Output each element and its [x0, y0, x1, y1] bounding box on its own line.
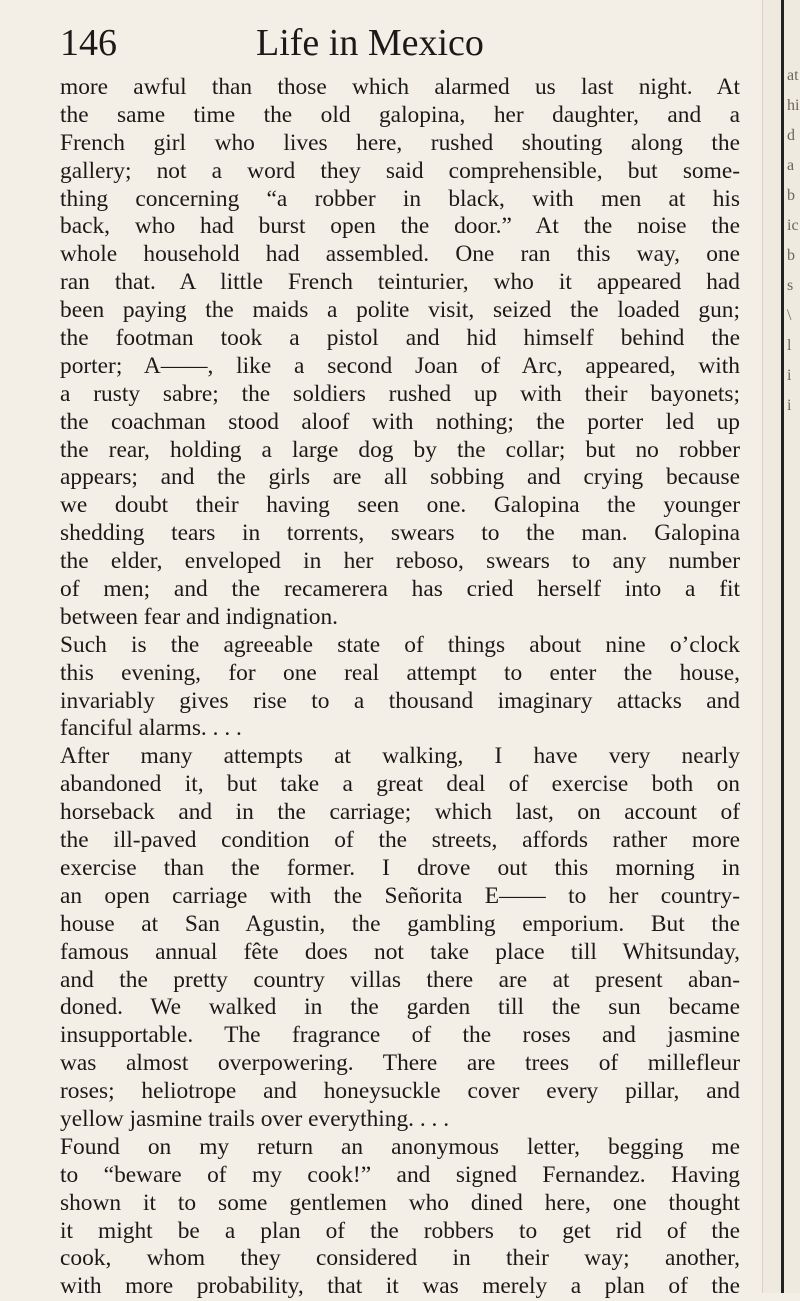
facing-page-fragment: a — [787, 157, 795, 174]
text-line: a rusty sabre; the soldiers rushed up with their bayonets; — [60, 380, 740, 407]
text-line: between fear and indignation. — [60, 603, 338, 630]
text-line: the footman took a pistol and hid himself behind the — [60, 325, 740, 352]
text-line: abandoned it, but take a great deal of exercise both on — [60, 771, 740, 798]
text-line: was almost overpowering. There are trees of millefleur — [60, 1050, 740, 1077]
text-line: roses; heliotrope and honeysuckle cover every pillar, and — [60, 1078, 740, 1105]
facing-page-fragment: l — [787, 337, 792, 354]
text-line: invariably gives rise to a thousand imaginary attacks and — [60, 687, 740, 714]
text-line: an open carriage with the Señorita E—— to her country- — [60, 882, 740, 909]
facing-page-fragment: hi — [787, 97, 800, 114]
text-line: the ill-paved condition of the streets, affords rather more — [60, 827, 740, 854]
facing-page-fragment: i — [787, 367, 792, 384]
text-line: shedding tears in torrents, swears to the man. Galopina — [60, 520, 740, 547]
text-line: the rear, holding a large dog by the collar; but no robber — [60, 436, 740, 463]
running-title: Life in Mexico — [256, 22, 484, 64]
text-line: the elder, enveloped in her reboso, swears to any number — [60, 548, 740, 575]
text-line: fanciful alarms. . . . — [60, 715, 242, 742]
text-line: back, who had burst open the door.” At the noise the — [60, 213, 740, 240]
text-line: and the pretty country villas there are at present aban- — [60, 966, 740, 993]
text-line: porter; A——, like a second Joan of Arc, appeared, with — [60, 352, 740, 379]
text-line: more awful than those which alarmed us last night. At — [60, 74, 740, 100]
facing-page-fragment: at — [787, 67, 799, 84]
text-line: the same time the old galopina, her daughter, and a — [60, 101, 740, 128]
text-line: After many attempts at walking, I have very nearly — [60, 743, 740, 770]
facing-page-fragment: d — [787, 127, 795, 144]
text-line: ran that. A little French teinturier, who it appeared had — [60, 269, 740, 296]
text-line: we doubt their having seen one. Galopina the younger — [60, 492, 740, 519]
text-line: with more probability, that it was merely a plan of the — [60, 1273, 740, 1300]
text-line: house at San Agustin, the gambling emporium. But the — [60, 910, 740, 937]
text-line: this evening, for one real attempt to enter the house, — [60, 659, 740, 686]
facing-page-edge — [762, 0, 800, 1293]
facing-page-fragment: ic — [787, 217, 799, 234]
text-line: exercise than the former. I drove out this morning in — [60, 854, 740, 881]
text-line: been paying the maids a polite visit, seized the loaded gun; — [60, 297, 740, 324]
book-spine — [781, 0, 784, 1293]
facing-page-fragment: \ — [787, 307, 792, 324]
text-line: thing concerning “a robber in black, with men at his — [60, 185, 740, 212]
text-line: appears; and the girls are all sobbing and crying because — [60, 464, 740, 491]
text-line: whole household had assembled. One ran this way, one — [60, 241, 740, 268]
text-line: Found on my return an anonymous letter, begging me — [60, 1133, 740, 1160]
text-line: shown it to some gentlemen who dined here, one thought — [60, 1189, 740, 1216]
facing-page-fragment: i — [787, 397, 792, 414]
text-line: doned. We walked in the garden till the sun became — [60, 994, 740, 1021]
text-line: yellow jasmine trails over everything. . . . — [60, 1105, 450, 1132]
text-line: horseback and in the carriage; which last, on account of — [60, 799, 740, 826]
page-number: 146 — [60, 22, 117, 64]
text-line: famous annual fête does not take place till Whitsunday, — [60, 938, 740, 965]
text-line: the coachman stood aloof with nothing; the porter led up — [60, 408, 740, 435]
page-header — [60, 18, 700, 68]
text-line: of men; and the recamerera has cried herself into a fit — [60, 576, 740, 603]
text-line: gallery; not a word they said comprehensible, but some- — [60, 157, 740, 184]
text-line: to “beware of my cook!” and signed Fernandez. Having — [60, 1161, 740, 1188]
facing-page-fragment: s — [787, 277, 794, 294]
text-line: Such is the agreeable state of things about nine o’clock — [60, 631, 740, 658]
body-text — [60, 74, 740, 1301]
facing-page-fragment: b — [787, 247, 795, 264]
text-line: insupportable. The fragrance of the roses and jasmine — [60, 1022, 740, 1049]
text-line: it might be a plan of the robbers to get rid of the — [60, 1217, 740, 1244]
facing-page-fragment: b — [787, 187, 795, 204]
text-line: cook, whom they considered in their way; another, — [60, 1245, 740, 1272]
text-line: French girl who lives here, rushed shouting along the — [60, 129, 740, 156]
